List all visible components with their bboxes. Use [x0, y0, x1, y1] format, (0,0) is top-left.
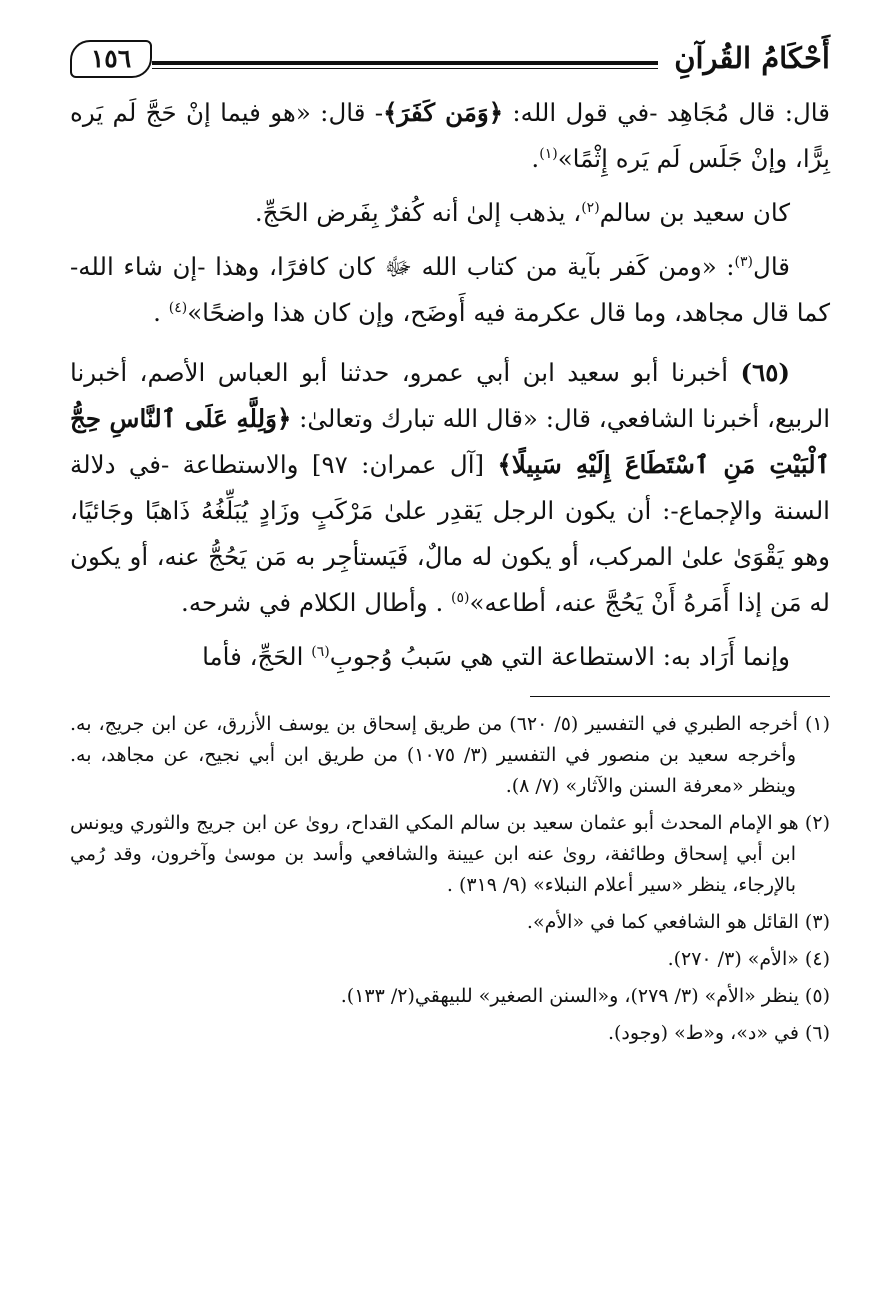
footnote-ref[interactable]: (٢)	[581, 199, 600, 216]
footnote-2: (٢) هو الإمام المحدث أبو عثمان سعيد بن سالم المكي القداح، روىٰ عن ابن جريج والثوري ويونس ابن أبي إسحاق وطائفة، روىٰ عنه ابن عيينة والشافعي وأسد بن موسىٰ وآخرون، وقد رُمي بالإرجاء، ينظر «سير أعلام النبلاء» (٩/ ٣١٩) .	[70, 812, 830, 896]
hadith-number: (٦٥)	[740, 358, 790, 387]
page-number: ١٥٦	[70, 40, 152, 78]
footnotes	[70, 709, 830, 1049]
text-span: والاستطاعة -في دلالة السنة والإجماع-: أن يكون الرجل يَقدِر علىٰ مَرْكَبٍ وزَادٍ يُبَلِّغُهُ ذَاهبًا وجَائيًا، وهو يَقْوَىٰ علىٰ المركب، أو يكون له مالٌ، فَيَستأجِر به مَن يَحُجُّ عنه، أو يكون له مَن إذا أَمَرهُ أَنْ يَحُجَّ عنه، أطاعه»	[70, 450, 830, 617]
running-title: أَحْكَامُ القُرآنِ	[674, 41, 830, 75]
paragraph-4	[70, 350, 830, 626]
paragraph-3	[70, 244, 830, 336]
text-span: أخبرنا أبو سعيد ابن أبي عمرو، حدثنا أبو العباس الأصم، أخبرنا الربيع، أخبرنا الشافعي، قال: «قال الله تبارك وتعالىٰ:	[70, 358, 830, 433]
paragraph-5	[70, 634, 830, 680]
text-span: .	[531, 144, 540, 173]
footnote-6: (٦) في «د»، و«ط» (وجود).	[607, 1022, 830, 1044]
text-span: قال: قال مُجَاهِد -في قول الله:	[503, 98, 830, 127]
footnote-ref[interactable]: (٣)	[734, 253, 754, 270]
page	[70, 28, 830, 1278]
text-span: وإنما أَرَاد به: الاستطاعة التي هي سَببُ وُجوبِ	[329, 642, 790, 671]
paragraph-1	[70, 90, 830, 182]
text-span: : «ومن كَفر بآية من كتاب الله ﷻ كان كافرًا، وهذا -إن شاء الله- كما قال مجاهد، وما قال عكرمة فيه أَوضَح، وإن كان هذا واضحًا»	[70, 252, 830, 327]
footnote-ref[interactable]: (٥)	[451, 589, 470, 606]
footnote-ref[interactable]: (١)	[539, 145, 558, 162]
paragraph-2	[70, 190, 830, 236]
page-header	[70, 28, 830, 90]
footnote-1: (١) أخرجه الطبري في التفسير (٥/ ٦٢٠) من طريق إسحاق بن يوسف الأزرق، عن ابن جريج، به. وأخرجه سعيد بن منصور في التفسير (٣/ ١٠٧٥) من طريق ابن أبي نجيح، عن مجاهد، به. وينظر «معرفة السنن والآثار» (٧/ ٨).	[70, 713, 830, 797]
quran-verse: ﴿وَلِلَّهِ عَلَى ٱلنَّاسِ حِجُّ ٱلْبَيْتِ مَنِ ٱسْتَطَاعَ إِلَيْهِ سَبِيلًا﴾	[70, 404, 830, 479]
text-span: - قال: «هو فيما إنْ حَجَّ لَم يَره بِرًّا، وإنْ جَلَس لَم يَره إِثْمًا»	[70, 98, 830, 173]
text-span: كان سعيد بن سالم	[599, 198, 790, 227]
text-span: قال	[753, 252, 790, 281]
quran-verse: ﴿وَمَن كَفَرَ﴾	[383, 98, 504, 127]
text-span: .	[153, 298, 169, 327]
footnote-ref[interactable]: (٦)	[311, 643, 330, 660]
header-rule	[152, 61, 658, 65]
main-text	[70, 90, 830, 680]
text-span: ، يذهب إلىٰ أنه كُفرٌ بِفَرض الحَجِّ.	[254, 198, 582, 227]
text-span: الحَجِّ، فأما	[202, 642, 312, 671]
footnote-5: (٥) ينظر «الأم» (٣/ ٢٧٩)، و«السنن الصغير» للبيهقي(٢/ ١٣٣).	[340, 985, 830, 1007]
verse-reference: [آل عمران: ٩٧]	[298, 450, 498, 479]
footnote-4: (٤) «الأم» (٣/ ٢٧٠).	[667, 948, 830, 970]
text-span: . وأطال الكلام في شرحه.	[181, 588, 452, 617]
footnote-ref[interactable]: (٤)	[168, 299, 188, 316]
footnote-separator	[530, 696, 830, 697]
footnote-3: (٣) القائل هو الشافعي كما في «الأم».	[526, 911, 830, 933]
